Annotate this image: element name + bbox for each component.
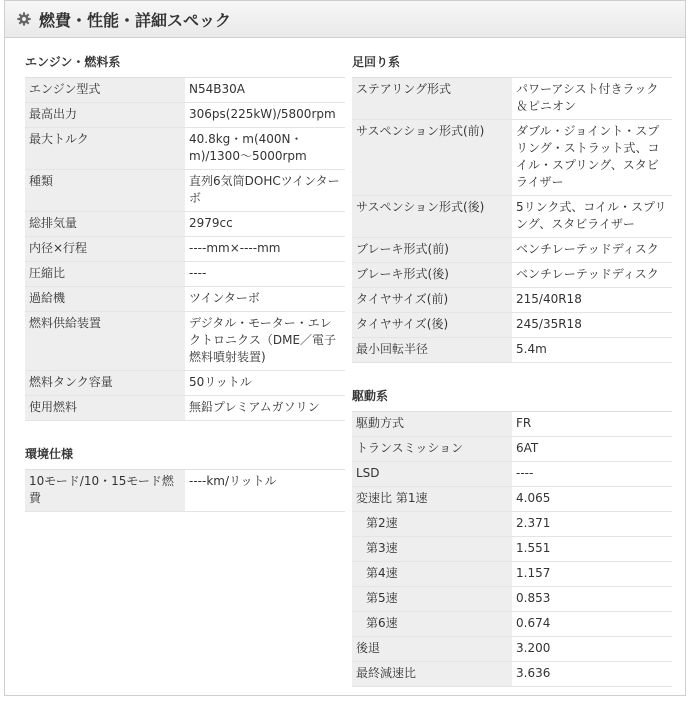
spec-value: 0.674	[512, 612, 672, 637]
spec-label: 駆動方式	[352, 412, 512, 437]
spec-row	[352, 338, 672, 363]
right-column	[352, 47, 672, 687]
spec-label: 第4速	[352, 562, 512, 587]
spec-row	[25, 312, 345, 371]
spec-value: 直列6気筒DOHCツインターボ	[185, 170, 345, 212]
section-title-suspension: 足回り系	[352, 47, 672, 78]
spec-label: 変速比 第1速	[352, 487, 512, 512]
spec-row	[352, 288, 672, 313]
spec-row	[352, 78, 672, 120]
spec-value: ベンチレーテッドディスク	[512, 238, 672, 263]
spec-row	[352, 537, 672, 562]
spec-row	[25, 212, 345, 237]
spec-row	[25, 103, 345, 128]
spec-label: 第2速	[352, 512, 512, 537]
spec-value: 3.636	[512, 662, 672, 687]
spec-row	[352, 238, 672, 263]
spec-row	[25, 287, 345, 312]
spec-row	[352, 512, 672, 537]
spec-label: 最終減速比	[352, 662, 512, 687]
spec-label: 燃料供給装置	[25, 312, 185, 371]
spec-value: 1.157	[512, 562, 672, 587]
page-title: 燃費・性能・詳細スペック	[39, 10, 232, 30]
spec-row	[25, 470, 345, 512]
spec-label: エンジン型式	[25, 78, 185, 103]
spec-label: 総排気量	[25, 212, 185, 237]
spec-row	[352, 412, 672, 437]
spec-label: 第6速	[352, 612, 512, 637]
spec-row	[25, 78, 345, 103]
spec-row	[352, 462, 672, 487]
engine-spec-table	[25, 78, 345, 421]
spec-label: サスペンション形式(前)	[352, 120, 512, 196]
spec-label: 最高出力	[25, 103, 185, 128]
drive-spec-table	[352, 412, 672, 687]
spec-value: ----	[185, 262, 345, 287]
spec-label: サスペンション形式(後)	[352, 196, 512, 238]
section-title-env: 環境仕様	[25, 439, 345, 470]
spec-value: 5.4m	[512, 338, 672, 363]
spec-label: 使用燃料	[25, 396, 185, 421]
spec-value: ツインターボ	[185, 287, 345, 312]
spec-row	[352, 196, 672, 238]
spec-value: N54B30A	[185, 78, 345, 103]
spec-label: トランスミッション	[352, 437, 512, 462]
spec-value: ダブル・ジョイント・スプリング・ストラット式、コイル・スプリング、スタビライザー	[512, 120, 672, 196]
spec-row	[25, 237, 345, 262]
spec-label: タイヤサイズ(後)	[352, 313, 512, 338]
spec-row	[352, 313, 672, 338]
spec-label: 圧縮比	[25, 262, 185, 287]
spec-value: 5リンク式、コイル・スプリング、スタビライザー	[512, 196, 672, 238]
spec-label: 燃料タンク容量	[25, 371, 185, 396]
spec-value: 4.065	[512, 487, 672, 512]
spec-row	[352, 662, 672, 687]
spec-label: 過給機	[25, 287, 185, 312]
spec-value: ----km/リットル	[185, 470, 345, 512]
spec-label: ブレーキ形式(後)	[352, 263, 512, 288]
spec-row	[25, 128, 345, 170]
spec-value: 2979cc	[185, 212, 345, 237]
section-title-drive: 駆動系	[352, 381, 672, 412]
spec-row	[352, 263, 672, 288]
spec-row	[25, 170, 345, 212]
spec-label: 後退	[352, 637, 512, 662]
spec-value: ----mm×----mm	[185, 237, 345, 262]
panel-header	[5, 1, 685, 38]
spec-row	[352, 120, 672, 196]
spec-value: パワーアシスト付きラック＆ピニオン	[512, 78, 672, 120]
suspension-spec-table	[352, 78, 672, 363]
spec-label: ステアリング形式	[352, 78, 512, 120]
spec-value: 40.8kg・m(400N・m)/1300〜5000rpm	[185, 128, 345, 170]
spec-value: ----	[512, 462, 672, 487]
spec-label: 種類	[25, 170, 185, 212]
spec-value: 245/35R18	[512, 313, 672, 338]
spec-label: タイヤサイズ(前)	[352, 288, 512, 313]
spec-row	[352, 637, 672, 662]
left-column	[25, 47, 345, 512]
spec-label: 10モード/10・15モード燃費	[25, 470, 185, 512]
spec-panel	[4, 0, 686, 696]
spec-row	[352, 437, 672, 462]
spec-label: 最大トルク	[25, 128, 185, 170]
spec-value: 0.853	[512, 587, 672, 612]
spec-value: 306ps(225kW)/5800rpm	[185, 103, 345, 128]
section-title-engine: エンジン・燃料系	[25, 47, 345, 78]
spec-value: 215/40R18	[512, 288, 672, 313]
spec-label: 第5速	[352, 587, 512, 612]
spec-row	[352, 562, 672, 587]
env-spec-table	[25, 470, 345, 512]
spec-value: ベンチレーテッドディスク	[512, 263, 672, 288]
spec-value: 50リットル	[185, 371, 345, 396]
spec-value: 6AT	[512, 437, 672, 462]
spec-row	[25, 262, 345, 287]
spec-row	[352, 587, 672, 612]
spec-value: 3.200	[512, 637, 672, 662]
spec-row	[352, 487, 672, 512]
gear-icon	[17, 12, 31, 26]
spec-label: 最小回転半径	[352, 338, 512, 363]
spec-row	[25, 396, 345, 421]
spec-value: デジタル・モーター・エレクトロニクス（DME／電子燃料噴射装置)	[185, 312, 345, 371]
spec-label: 内径×行程	[25, 237, 185, 262]
spec-value: 2.371	[512, 512, 672, 537]
spec-value: FR	[512, 412, 672, 437]
spec-label: 第3速	[352, 537, 512, 562]
spec-label: LSD	[352, 462, 512, 487]
spec-row	[352, 612, 672, 637]
spec-value: 1.551	[512, 537, 672, 562]
spec-value: 無鉛プレミアムガソリン	[185, 396, 345, 421]
spec-row	[25, 371, 345, 396]
spec-label: ブレーキ形式(前)	[352, 238, 512, 263]
